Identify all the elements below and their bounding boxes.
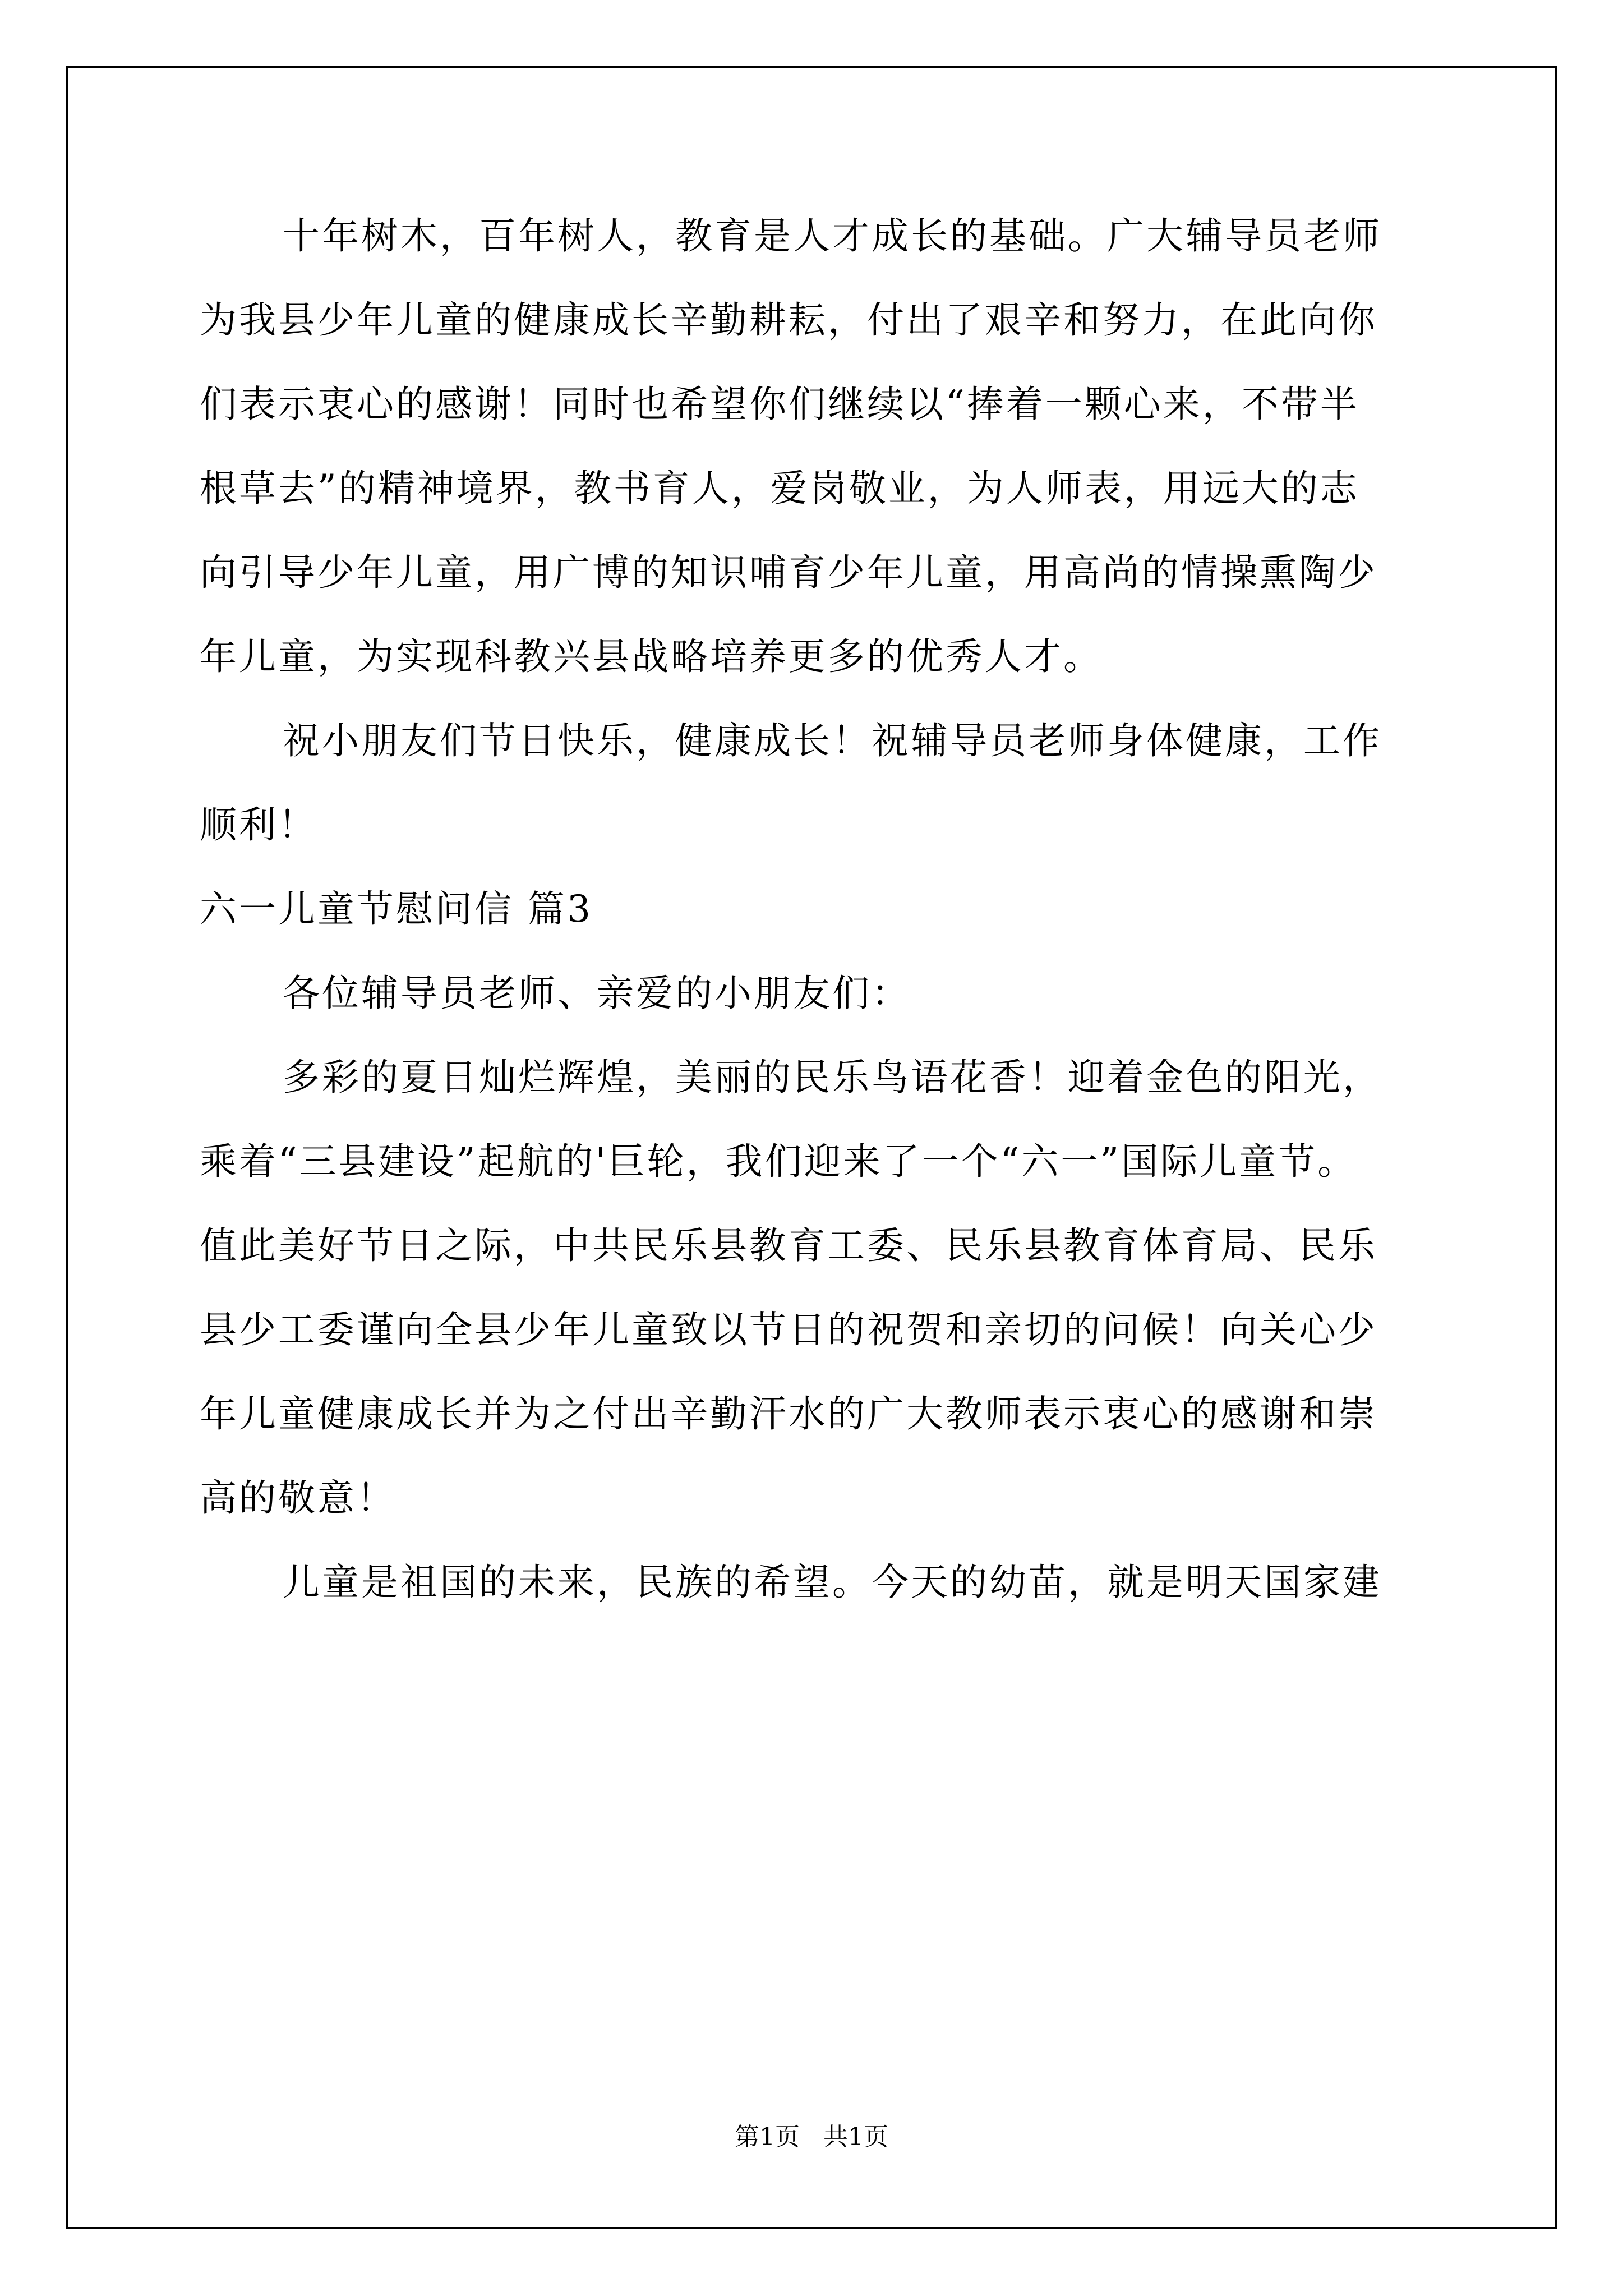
text-line: 年儿童健康成长并为之付出辛勤汗水的广大教师表示衷心的感谢和崇 xyxy=(200,1392,1377,1435)
document-body xyxy=(200,194,1433,1625)
salutation: 各位辅导员老师、亲爱的小朋友们： xyxy=(283,972,911,1015)
text-line: 顺利！ xyxy=(200,803,317,846)
text-line: 向引导少年儿童，用广博的知识哺育少年儿童，用高尚的情操熏陶少 xyxy=(200,551,1377,594)
page-number: 第1页 xyxy=(735,2123,800,2151)
text-line: 县少工委谨向全县少年儿童致以节日的祝贺和亲切的问候！向关心少 xyxy=(200,1308,1377,1351)
text-line: 们表示衷心的感谢！同时也希望你们继续以“捧着一颗心来，不带半 xyxy=(200,383,1359,426)
text-line: 祝小朋友们节日快乐，健康成长！祝辅导员老师身体健康，工作 xyxy=(283,719,1382,762)
text-line: 乘着“三县建设”起航的'巨轮，我们迎来了一个“六一”国际儿童节。 xyxy=(200,1140,1357,1183)
text-line: 年儿童，为实现科教兴县战略培养更多的优秀人才。 xyxy=(200,635,1103,678)
text-line: 儿童是祖国的未来，民族的希望。今天的幼苗，就是明天国家建 xyxy=(283,1561,1382,1604)
section-heading: 六一儿童节慰问信 篇3 xyxy=(200,887,593,931)
page-total: 共1页 xyxy=(823,2123,888,2151)
text-line: 十年树木，百年树人，教育是人才成长的基础。广大辅导员老师 xyxy=(283,214,1382,257)
text-line: 高的敬意！ xyxy=(200,1476,396,1520)
text-line: 根草去”的精神境界，教书育人，爱岗敬业，为人师表，用远大的志 xyxy=(200,467,1359,510)
text-line: 多彩的夏日灿烂辉煌，美丽的民乐鸟语花香！迎着金色的阳光， xyxy=(283,1056,1382,1099)
text-line: 为我县少年儿童的健康成长辛勤耕耘，付出了艰辛和努力，在此向你 xyxy=(200,298,1377,342)
page-footer xyxy=(0,2120,1623,2154)
text-line: 值此美好节日之际，中共民乐县教育工委、民乐县教育体育局、民乐 xyxy=(200,1224,1377,1267)
